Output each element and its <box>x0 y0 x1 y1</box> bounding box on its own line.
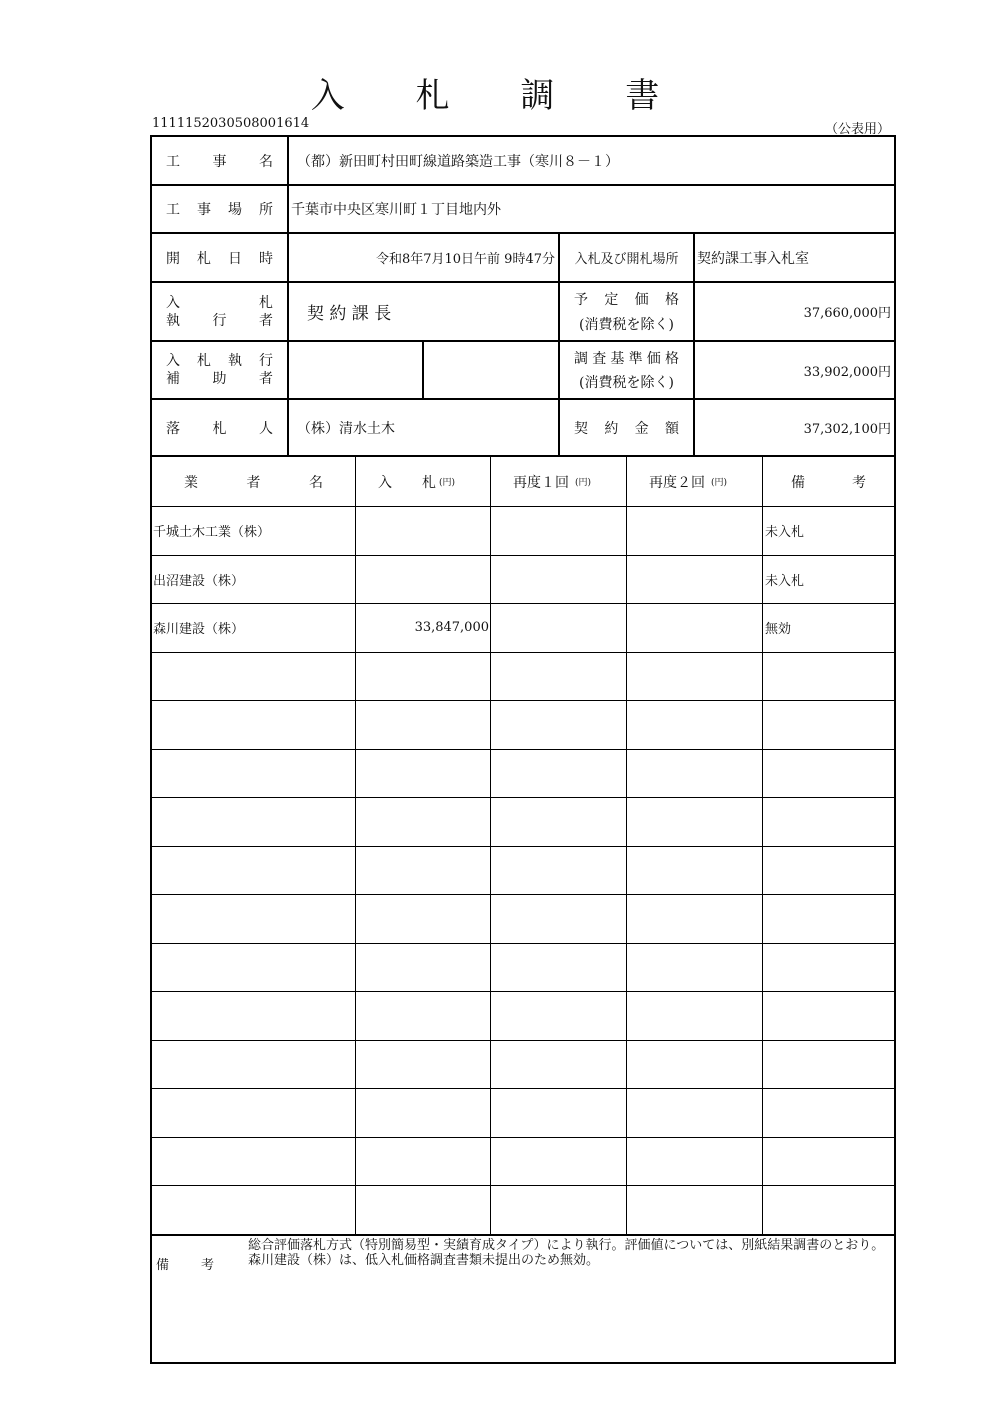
table-row <box>152 992 894 1041</box>
contract-amount-value: 37,302,100円 <box>803 422 891 437</box>
note-cell <box>763 750 894 798</box>
survey-price-value: 33,902,000円 <box>803 364 891 380</box>
winner-value: （株）清水土木 <box>297 420 395 437</box>
rebid1-cell <box>491 1089 627 1137</box>
rebid2-cell <box>627 1041 762 1089</box>
table-row <box>152 798 894 847</box>
remarks-label: 備 考 <box>156 1258 215 1273</box>
vendor-cell <box>152 750 355 798</box>
winner-row <box>152 400 894 457</box>
vendor-cell <box>152 944 355 992</box>
rebid1-cell <box>491 895 627 943</box>
rebid2-cell <box>627 556 762 604</box>
winner-label: 落 札 人 <box>166 420 273 437</box>
col-bid-header: 入 札 (円) <box>378 474 456 491</box>
executor-value: 契 約 課 長 <box>307 304 392 324</box>
survey-price-label: 調 査 基 準 価 格 (消費税を除く) <box>574 351 679 391</box>
assistant-row <box>152 342 894 400</box>
rebid1-cell <box>491 798 627 846</box>
remarks-line-1: 総合評価落札方式（特別簡易型・実績育成タイプ）により執行。評価値については、別紙結果調書のとおり。 <box>222 1238 885 1253</box>
remarks-line-2: 森川建設（株）は、低入札価格調査書類未提出のため無効。 <box>222 1253 600 1268</box>
vendor-cell <box>152 1138 355 1186</box>
note-cell <box>763 992 894 1040</box>
rebid2-cell <box>627 653 762 701</box>
note-cell <box>763 895 894 943</box>
public-use-label: （公表用） <box>824 122 890 137</box>
vendor-cell <box>152 1041 355 1089</box>
document-id: 1111152030508001614 <box>152 116 310 131</box>
bid-cell <box>356 944 491 992</box>
remarks-section <box>152 1235 894 1362</box>
rebid1-cell <box>491 1041 627 1089</box>
bid-cell <box>356 1041 491 1089</box>
note-cell: 未入札 <box>765 525 805 541</box>
rebid2-cell <box>627 1089 762 1137</box>
table-row <box>152 701 894 750</box>
rebid2-cell <box>627 750 762 798</box>
project-place-row <box>152 186 894 234</box>
executor-row <box>152 283 894 342</box>
rebid2-cell <box>627 798 762 846</box>
rebid2-cell <box>627 1186 762 1234</box>
table-row <box>152 653 894 702</box>
vendor-cell <box>152 992 355 1040</box>
rebid2-cell <box>627 604 762 652</box>
table-row <box>152 895 894 944</box>
rebid2-cell <box>627 507 762 555</box>
assistant-value-2 <box>424 342 557 398</box>
rebid2-cell <box>627 1138 762 1186</box>
bid-cell <box>356 507 491 555</box>
rebid2-cell <box>627 944 762 992</box>
note-cell <box>763 847 894 895</box>
table-row <box>152 1089 894 1138</box>
vendor-cell: 千城土木工業（株） <box>153 525 271 541</box>
vendor-cell <box>152 701 355 749</box>
rebid1-cell <box>491 556 627 604</box>
open-datetime-value: 令和8年7月10日午前 9時47分 <box>375 252 555 267</box>
table-row <box>152 1186 894 1235</box>
note-cell <box>763 1089 894 1137</box>
open-datetime-label: 開 札 日 時 <box>166 250 273 267</box>
col-rebid1-header: 再度１回 (円) <box>513 474 592 491</box>
assistant-label: 入 札 執 行 補 助 者 <box>166 353 273 387</box>
vendor-cell <box>152 1186 355 1234</box>
bid-table-header <box>152 457 894 507</box>
bid-record-form <box>150 135 896 1364</box>
open-datetime-row <box>152 234 894 283</box>
table-row <box>152 847 894 896</box>
table-row <box>152 1138 894 1187</box>
vendor-cell <box>152 847 355 895</box>
col-vendor-header: 業 者 名 <box>184 474 323 491</box>
venue-value: 契約課工事入札室 <box>697 250 809 267</box>
note-cell <box>763 1186 894 1234</box>
bid-cell <box>356 653 491 701</box>
rebid1-cell <box>491 701 627 749</box>
note-cell <box>763 798 894 846</box>
vendor-cell: 森川建設（株） <box>153 622 245 638</box>
table-row <box>152 750 894 799</box>
bid-cell <box>356 1089 491 1137</box>
rebid1-cell <box>491 992 627 1040</box>
table-row <box>152 507 894 556</box>
project-name-row <box>152 137 894 186</box>
bid-cell <box>356 701 491 749</box>
col-note-header: 備 考 <box>791 474 866 491</box>
document-title: 入 札 調 書 <box>310 76 690 116</box>
contract-amount-label: 契 約 金 額 <box>574 420 679 437</box>
note-cell <box>763 653 894 701</box>
bid-cell <box>356 847 491 895</box>
table-row <box>152 556 894 605</box>
table-row <box>152 944 894 993</box>
planned-price-value: 37,660,000円 <box>803 306 891 321</box>
project-place-label: 工 事 場 所 <box>166 202 273 218</box>
bid-cell <box>356 1138 491 1186</box>
table-row <box>152 1041 894 1090</box>
table-row <box>152 604 894 653</box>
rebid1-cell <box>491 847 627 895</box>
remarks-text <box>222 1238 886 1268</box>
project-place-value: 千葉市中央区寒川町１丁目地内外 <box>291 202 501 218</box>
vendor-cell <box>152 895 355 943</box>
vendor-cell <box>152 1089 355 1137</box>
bid-cell <box>356 798 491 846</box>
vendor-cell <box>152 798 355 846</box>
rebid1-cell <box>491 750 627 798</box>
rebid2-cell <box>627 895 762 943</box>
bid-cell <box>356 556 491 604</box>
note-cell <box>763 1138 894 1186</box>
rebid1-cell <box>491 507 627 555</box>
rebid1-cell <box>491 653 627 701</box>
rebid1-cell <box>491 944 627 992</box>
rebid1-cell <box>491 1138 627 1186</box>
note-cell <box>763 944 894 992</box>
rebid1-cell <box>491 1186 627 1234</box>
bid-cell <box>356 895 491 943</box>
rebid2-cell <box>627 847 762 895</box>
bid-cell <box>356 992 491 1040</box>
bid-cell: 33,847,000 <box>414 620 489 636</box>
project-name-value: （都）新田町村田町線道路築造工事（寒川８－１） <box>297 153 619 170</box>
venue-label: 入札及び開札場所 <box>574 252 679 267</box>
bid-cell <box>356 1186 491 1234</box>
rebid2-cell <box>627 992 762 1040</box>
note-cell <box>763 701 894 749</box>
note-cell: 未入札 <box>765 573 805 589</box>
assistant-value-1 <box>289 342 422 398</box>
bid-cell <box>356 750 491 798</box>
planned-price-label: 予 定 価 格 (消費税を除く) <box>574 292 679 333</box>
rebid2-cell <box>627 701 762 749</box>
col-rebid2-header: 再度２回 (円) <box>649 474 728 491</box>
vendor-cell: 出沼建設（株） <box>153 573 245 589</box>
note-cell <box>763 1041 894 1089</box>
rebid1-cell <box>491 604 627 652</box>
note-cell: 無効 <box>765 622 792 638</box>
executor-label: 入 札 執 行 者 <box>166 294 273 329</box>
project-name-label: 工 事 名 <box>166 153 273 170</box>
vendor-cell <box>152 653 355 701</box>
bid-table <box>152 457 894 1235</box>
